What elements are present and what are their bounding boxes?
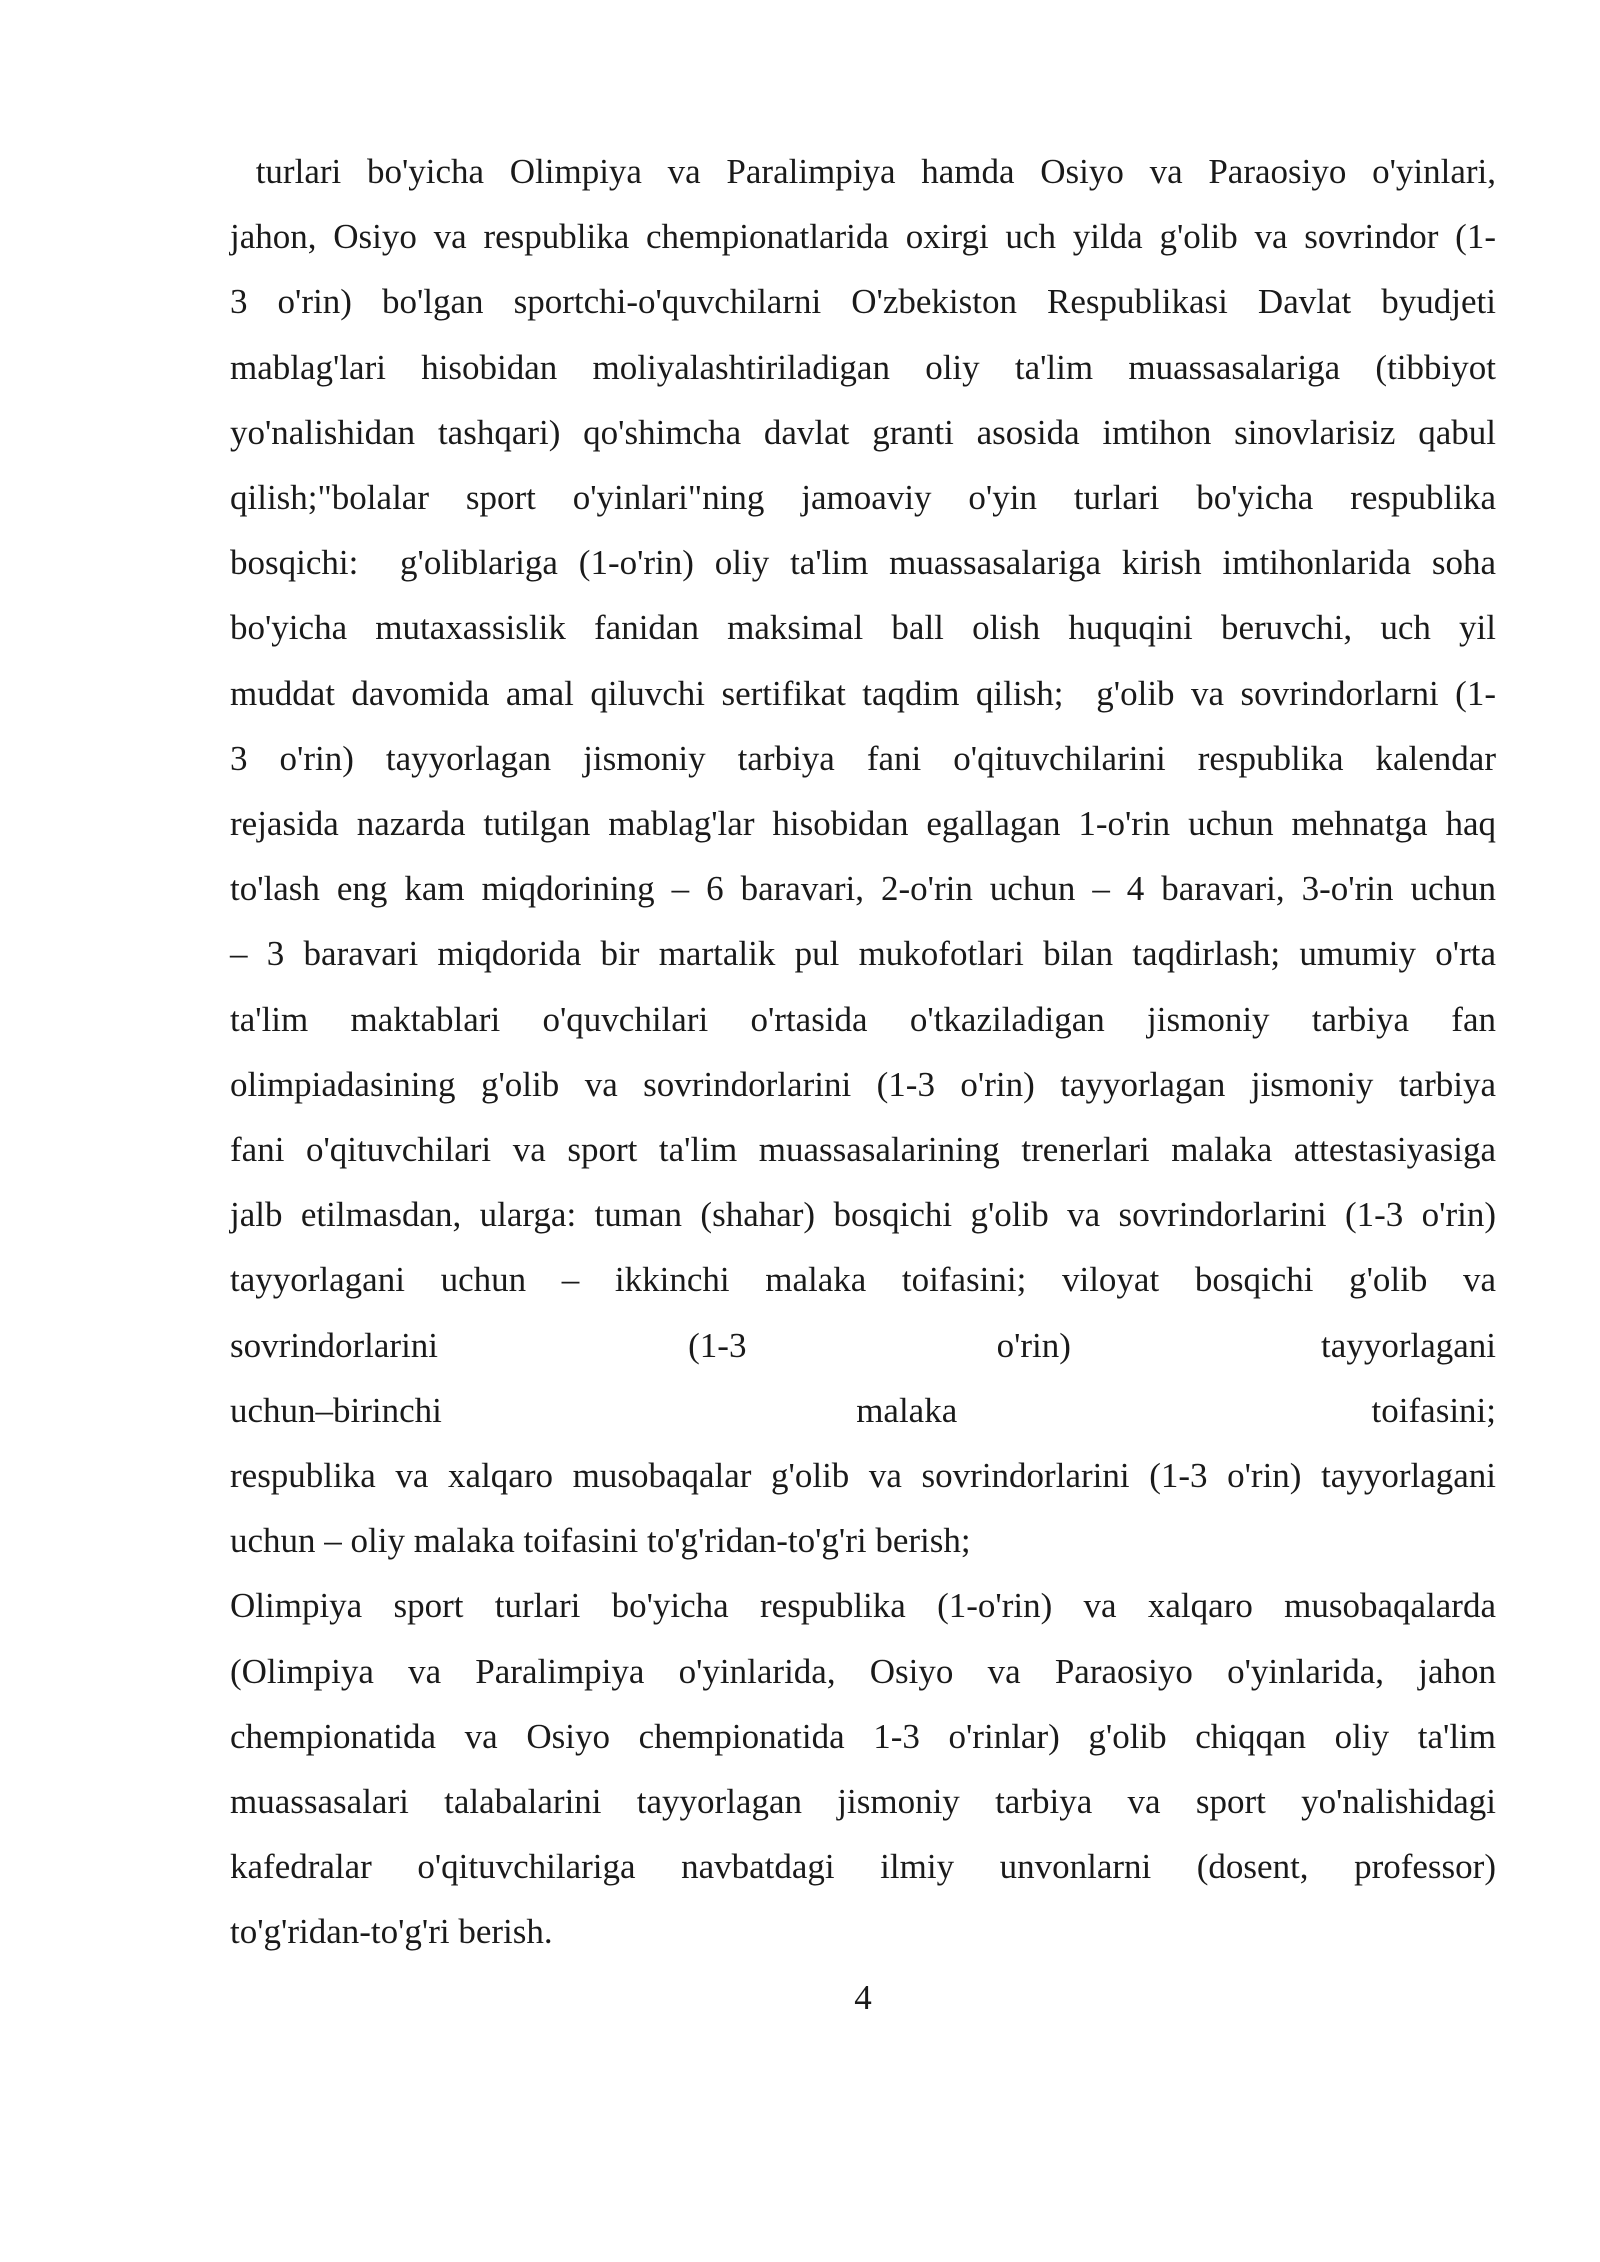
- text-line: (Olimpiya va Paralimpiya o'yinlarida, Osiyo va Paraosiyo o'yinlarida, jahon: [230, 1652, 1496, 1691]
- text-line: jalb etilmasdan, ularga: tuman (shahar) bosqichi g'olib va sovrindorlarini (1-3 o'rin): [230, 1195, 1496, 1234]
- text-line: bo'yicha mutaxassislik fanidan maksimal ball olish huquqini beruvchi, uch yil: [230, 608, 1496, 647]
- text-line: mablag'lari hisobidan moliyalashtiriladigan oliy ta'lim muassasalariga (tibbiyot: [230, 348, 1496, 387]
- text-line: bosqichi: g'oliblariga (1-o'rin) oliy ta'lim muassasalariga kirish imtihonlarida soha: [230, 543, 1496, 582]
- text-line: respublika va xalqaro musobaqalar g'olib va sovrindorlarini (1-3 o'rin) tayyorlagani: [230, 1456, 1496, 1495]
- text-line: chempionatida va Osiyo chempionatida 1-3 o'rinlar) g'olib chiqqan oliy ta'lim: [230, 1717, 1496, 1756]
- text-line: 3 o'rin) bo'lgan sportchi-o'quvchilarni O'zbekiston Respublikasi Davlat byudjeti: [230, 282, 1496, 321]
- text-line: qilish;"bolalar sport o'yinlari"ning jamoaviy o'yin turlari bo'yicha respublika: [230, 478, 1496, 517]
- text-line: uchun – oliy malaka toifasini to'g'ridan-to'g'ri berish;: [230, 1521, 971, 1560]
- text-line: kafedralar o'qituvchilariga navbatdagi ilmiy unvonlarni (dosent, professor): [230, 1847, 1496, 1886]
- text-line: tayyorlagani uchun – ikkinchi malaka toifasini; viloyat bosqichi g'olib va: [230, 1260, 1496, 1299]
- text-line: fani o'qituvchilari va sport ta'lim muassasalarining trenerlari malaka attestasiyasiga: [230, 1130, 1496, 1169]
- text-line: to'lash eng kam miqdorining – 6 baravari, 2-o'rin uchun – 4 baravari, 3-o'rin uchun: [230, 869, 1496, 908]
- text-line: rejasida nazarda tutilgan mablag'lar hisobidan egallagan 1-o'rin uchun mehnatga haq: [230, 804, 1496, 843]
- text-line: sovrindorlarini (1-3 o'rin) tayyorlagani: [230, 1326, 1496, 1365]
- page-number: 4: [854, 1978, 872, 2017]
- text-line: Olimpiya sport turlari bo'yicha respublika (1-o'rin) va xalqaro musobaqalarda: [230, 1586, 1496, 1625]
- text-line: uchun–birinchi malaka toifasini;: [230, 1391, 1496, 1430]
- text-line: jahon, Osiyo va respublika chempionatlarida oxirgi uch yilda g'olib va sovrindor (1-: [230, 217, 1496, 256]
- text-line: muassasalari talabalarini tayyorlagan jismoniy tarbiya va sport yo'nalishidagi: [230, 1782, 1496, 1821]
- text-line: olimpiadasining g'olib va sovrindorlarini (1-3 o'rin) tayyorlagan jismoniy tarbiya: [230, 1065, 1496, 1104]
- text-line: 3 o'rin) tayyorlagan jismoniy tarbiya fani o'qituvchilarini respublika kalendar: [230, 739, 1496, 778]
- text-line: yo'nalishidan tashqari) qo'shimcha davlat granti asosida imtihon sinovlarisiz qabul: [230, 413, 1496, 452]
- text-line: turlari bo'yicha Olimpiya va Paralimpiya hamda Osiyo va Paraosiyo o'yinlari,: [230, 152, 1496, 191]
- text-line: – 3 baravari miqdorida bir martalik pul mukofotlari bilan taqdirlash; umumiy o'rta: [230, 934, 1496, 973]
- text-line: muddat davomida amal qiluvchi sertifikat taqdim qilish; g'olib va sovrindorlarni (1-: [230, 674, 1496, 713]
- text-line: ta'lim maktablari o'quvchilari o'rtasida o'tkaziladigan jismoniy tarbiya fan: [230, 1000, 1496, 1039]
- text-line: to'g'ridan-to'g'ri berish.: [230, 1912, 553, 1951]
